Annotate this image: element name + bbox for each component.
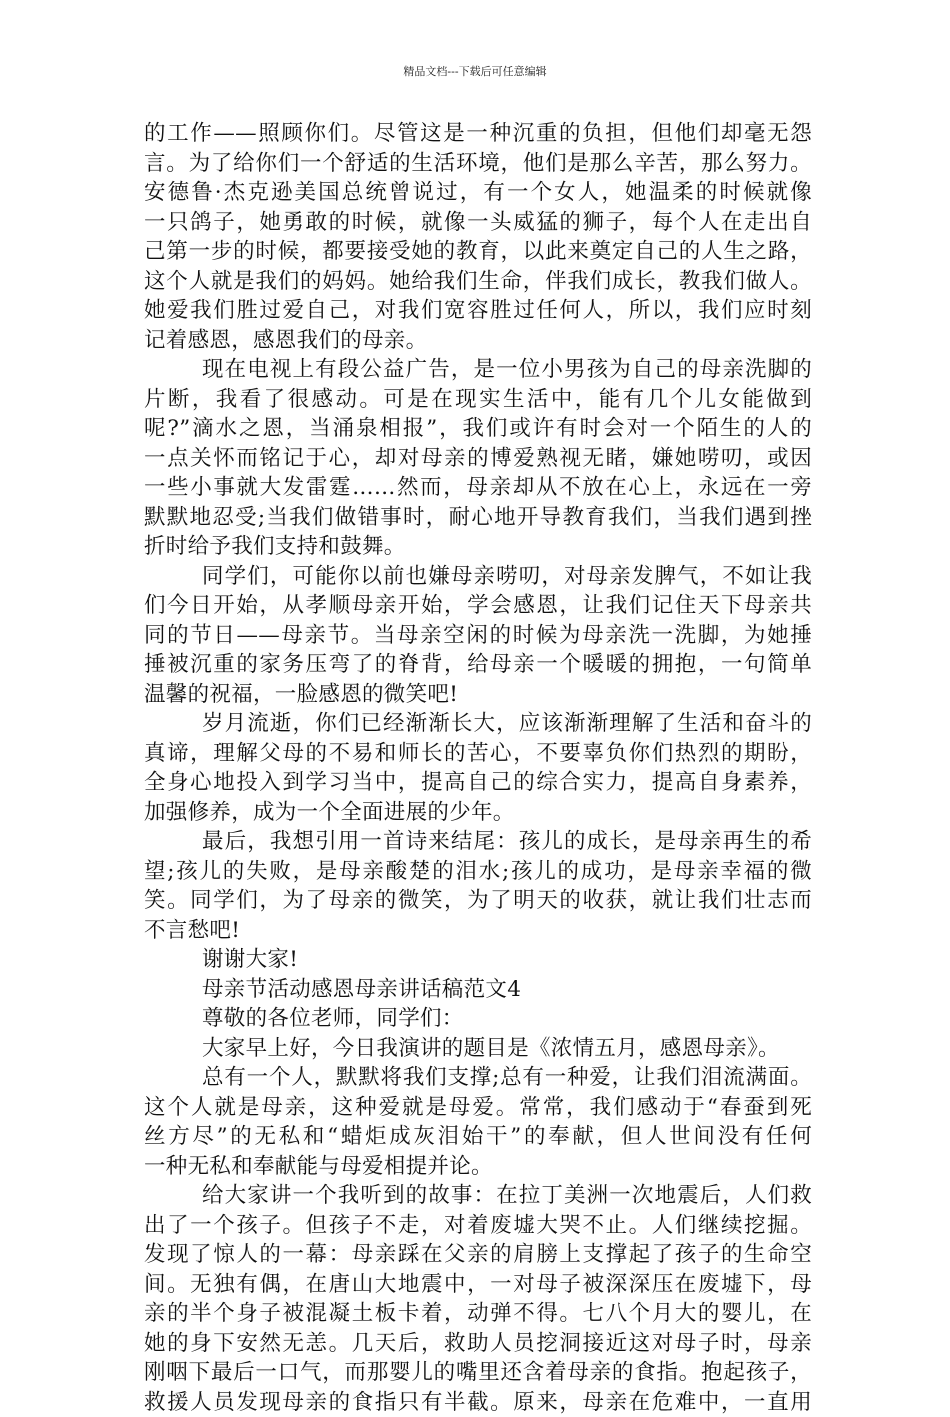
text-line: 一些小事就大发雷霆……然而，母亲却从不放在心上，永远在一旁	[144, 473, 812, 503]
text-line: 的工作——照顾你们。尽管这是一种沉重的负担，但他们却毫无怨	[144, 119, 812, 149]
text-line: 救援人员发现母亲的食指只有半截。原来，母亲在危难中，一直用	[144, 1388, 812, 1417]
text-line: 发现了惊人的一幕：母亲踩在父亲的肩膀上支撑起了孩子的生命空	[144, 1240, 812, 1270]
text-line: 一只鸽子，她勇敢的时候，就像一头威猛的狮子，每个人在走出自	[144, 208, 812, 238]
document-body	[144, 119, 812, 1417]
text-line: 默默地忍受;当我们做错事时，耐心地开导教育我们，当我们遇到挫	[144, 503, 812, 533]
text-line: 现在电视上有段公益广告，是一位小男孩为自己的母亲洗脚的	[144, 355, 812, 385]
text-line: 折时给予我们支持和鼓舞。	[144, 532, 812, 562]
text-line: 间。无独有偶，在唐山大地震中，一对母子被深深压在废墟下，母	[144, 1270, 812, 1300]
text-line: 大家早上好，今日我演讲的题目是《浓情五月，感恩母亲》。	[144, 1034, 812, 1064]
text-line: 加强修养，成为一个全面进展的少年。	[144, 798, 812, 828]
text-line: 己第一步的时候，都要接受她的教育，以此来奠定自己的人生之路，	[144, 237, 812, 267]
text-line: 亲的半个身子被混凝土板卡着，动弹不得。七八个月大的婴儿，在	[144, 1299, 812, 1329]
text-line: 们今日开始，从孝顺母亲开始，学会感恩，让我们记住天下母亲共	[144, 591, 812, 621]
text-line: 总有一个人，默默将我们支撑;总有一种爱，让我们泪流满面。	[144, 1063, 812, 1093]
text-line: 全身心地投入到学习当中，提高自己的综合实力，提高自身素养，	[144, 768, 812, 798]
text-line: 记着感恩，感恩我们的母亲。	[144, 326, 812, 356]
text-line: 出了一个孩子。但孩子不走，对着废墟大哭不止。人们继续挖掘。	[144, 1211, 812, 1241]
text-line: 这个人就是我们的妈妈。她给我们生命，伴我们成长，教我们做人。	[144, 267, 812, 297]
text-line: 言。为了给你们一个舒适的生活环境，他们是那么辛苦，那么努力。	[144, 149, 812, 179]
page-header: 精品文档---下载后可任意编辑	[0, 64, 950, 80]
text-line: 丝方尽”的无私和“蜡炬成灰泪始干”的奉献，但人世间没有任何	[144, 1122, 812, 1152]
text-line: 母亲节活动感恩母亲讲话稿范文4	[144, 975, 812, 1005]
text-line: 呢?”滴水之恩，当涌泉相报”，我们或许有时会对一个陌生的人的	[144, 414, 812, 444]
text-line: 给大家讲一个我听到的故事：在拉丁美洲一次地震后，人们救	[144, 1181, 812, 1211]
text-line: 捶被沉重的家务压弯了的脊背，给母亲一个暖暖的拥抱，一句简单	[144, 650, 812, 680]
text-line: 同的节日——母亲节。当母亲空闲的时候为母亲洗一洗脚，为她捶	[144, 621, 812, 651]
text-line: 她爱我们胜过爱自己，对我们宽容胜过任何人，所以，我们应时刻	[144, 296, 812, 326]
text-line: 真谛，理解父母的不易和师长的苦心，不要辜负你们热烈的期盼，	[144, 739, 812, 769]
text-line: 这个人就是母亲，这种爱就是母爱。常常，我们感动于“春蚕到死	[144, 1093, 812, 1123]
text-line: 温馨的祝福，一脸感恩的微笑吧!	[144, 680, 812, 710]
text-line: 谢谢大家!	[144, 945, 812, 975]
text-line: 不言愁吧!	[144, 916, 812, 946]
text-line: 望;孩儿的失败，是母亲酸楚的泪水;孩儿的成功，是母亲幸福的微	[144, 857, 812, 887]
text-line: 一点关怀而铭记于心，却对母亲的博爱熟视无睹，嫌她唠叨，或因	[144, 444, 812, 474]
text-line: 最后，我想引用一首诗来结尾：孩儿的成长，是母亲再生的希	[144, 827, 812, 857]
text-line: 岁月流逝，你们已经渐渐长大，应该渐渐理解了生活和奋斗的	[144, 709, 812, 739]
text-line: 同学们，可能你以前也嫌母亲唠叨，对母亲发脾气，不如让我	[144, 562, 812, 592]
text-line: 安德鲁·杰克逊美国总统曾说过，有一个女人，她温柔的时候就像	[144, 178, 812, 208]
text-line: 尊敬的各位老师，同学们：	[144, 1004, 812, 1034]
text-line: 一种无私和奉献能与母爱相提并论。	[144, 1152, 812, 1182]
text-line: 她的身下安然无恙。几天后，救助人员挖洞接近这对母子时，母亲	[144, 1329, 812, 1359]
text-line: 片断，我看了很感动。可是在现实生活中，能有几个儿女能做到	[144, 385, 812, 415]
text-line: 刚咽下最后一口气，而那婴儿的嘴里还含着母亲的食指。抱起孩子，	[144, 1358, 812, 1388]
text-line: 笑。同学们，为了母亲的微笑，为了明天的收获，就让我们壮志而	[144, 886, 812, 916]
